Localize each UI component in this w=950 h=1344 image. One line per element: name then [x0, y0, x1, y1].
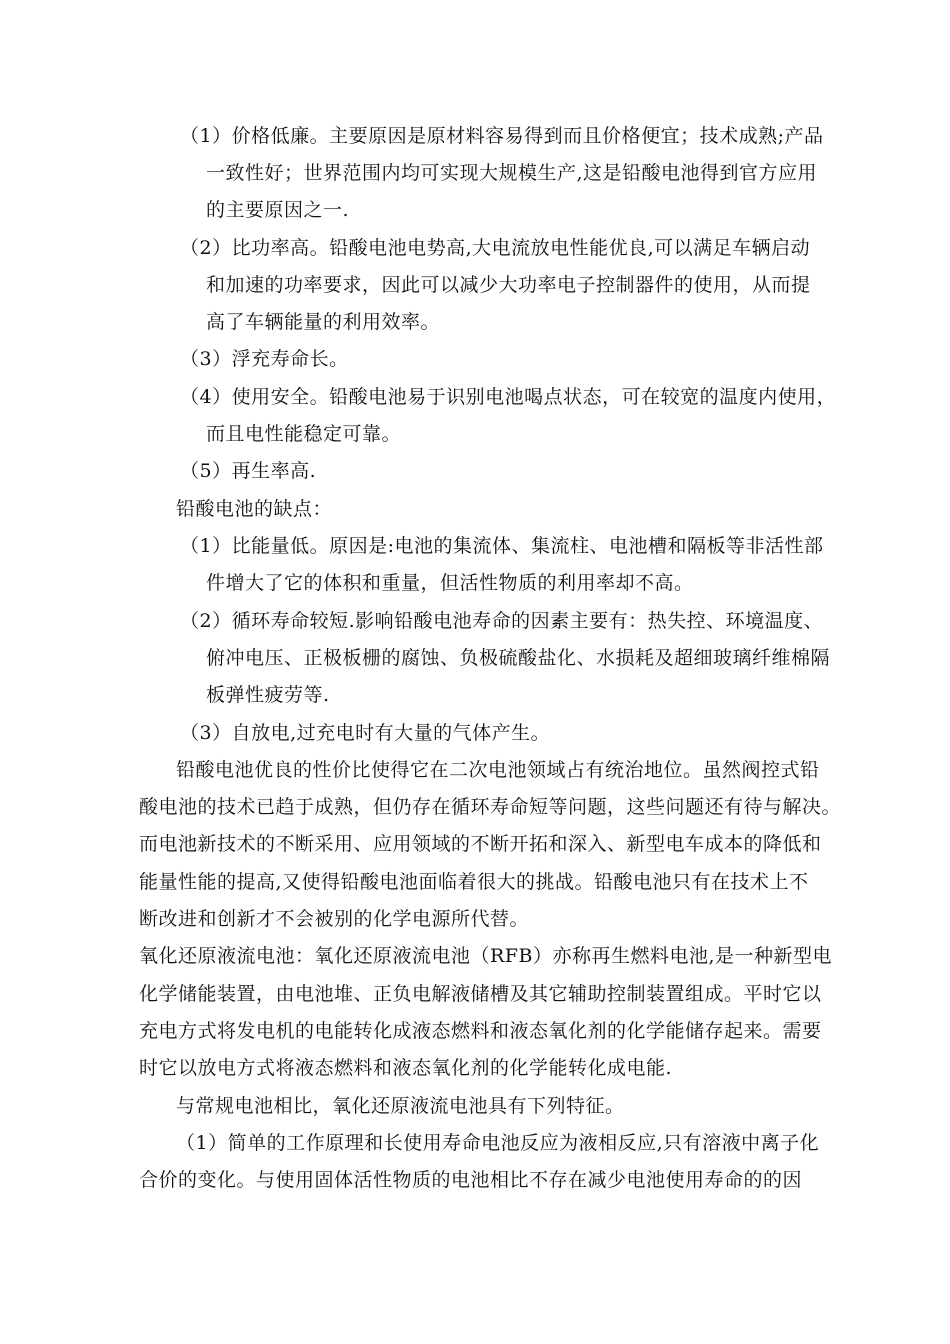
text-line: （4）使用安全。铅酸电池易于识别电池喝点状态，可在较宽的温度内使用，: [180, 386, 837, 408]
text-line: 俯冲电压、正极板栅的腐蚀、负极硫酸盐化、水损耗及超细玻璃纤维棉隔: [206, 647, 831, 669]
text-line: 铅酸电池的缺点：: [176, 498, 333, 520]
text-line: 氧化还原液流电池：氧化还原液流电池（RFB）亦称再生燃料电池,是一种新型电: [139, 945, 832, 967]
text-line: 件增大了它的体积和重量，但活性物质的利用率却不高。: [206, 572, 694, 594]
text-line: （1）价格低廉。主要原因是原材料容易得到而且价格便宜；技术成熟;产品: [180, 125, 824, 147]
text-line: （1）简单的工作原理和长使用寿命电池反应为液相反应,只有溶液中离子化: [176, 1132, 820, 1154]
text-line: 的主要原因之一.: [206, 199, 350, 221]
text-line: 酸电池的技术已趋于成熟，但仍存在循环寿命短等问题，这些问题还有待与解决。: [139, 796, 842, 818]
text-line: 板弹性疲劳等.: [206, 684, 330, 706]
text-line: 时它以放电方式将液态燃料和液态氧化剂的化学能转化成电能.: [139, 1057, 673, 1079]
text-line: 与常规电池相比，氧化还原液流电池具有下列特征。: [176, 1095, 625, 1117]
text-line: 铅酸电池优良的性价比使得它在二次电池领域占有统治地位。虽然阀控式铅: [176, 759, 820, 781]
text-line: 一致性好；世界范围内均可实现大规模生产,这是铅酸电池得到官方应用: [206, 162, 818, 184]
text-line: 断改进和创新才不会被别的化学电源所代替。: [139, 908, 530, 930]
text-line: （1）比能量低。原因是:电池的集流体、集流柱、电池槽和隔板等非活性部: [180, 535, 824, 557]
text-line: 充电方式将发电机的电能转化成液态燃料和液态氧化剂的化学能储存起来。需要: [139, 1020, 822, 1042]
text-line: （2）比功率高。铅酸电池电势高,大电流放电性能优良,可以满足车辆启动: [180, 237, 811, 259]
text-line: （3）浮充寿命长。: [180, 348, 349, 370]
text-line: 而电池新技术的不断采用、应用领域的不断开拓和深入、新型电车成本的降低和: [139, 833, 822, 855]
text-line: 能量性能的提高,又使得铅酸电池面临着很大的挑战。铅酸电池只有在技术上不: [139, 871, 809, 893]
text-line: （5）再生率高.: [180, 460, 317, 482]
text-line: 和加速的功率要求，因此可以减少大功率电子控制器件的使用，从而提: [206, 274, 811, 296]
text-line: 而且电性能稳定可靠。: [206, 423, 402, 445]
text-line: 合价的变化。与使用固体活性物质的电池相比不存在减少电池使用寿命的的因: [139, 1169, 803, 1191]
text-line: 化学储能装置，由电池堆、正负电解液储槽及其它辅助控制装置组成。平时它以: [139, 983, 822, 1005]
text-line: （3）自放电,过充电时有大量的气体产生。: [180, 722, 551, 744]
text-line: 高了车辆能量的利用效率。: [206, 311, 441, 333]
text-line: （2）循环寿命较短.影响铅酸电池寿命的因素主要有：热失控、环境温度、: [180, 610, 824, 632]
